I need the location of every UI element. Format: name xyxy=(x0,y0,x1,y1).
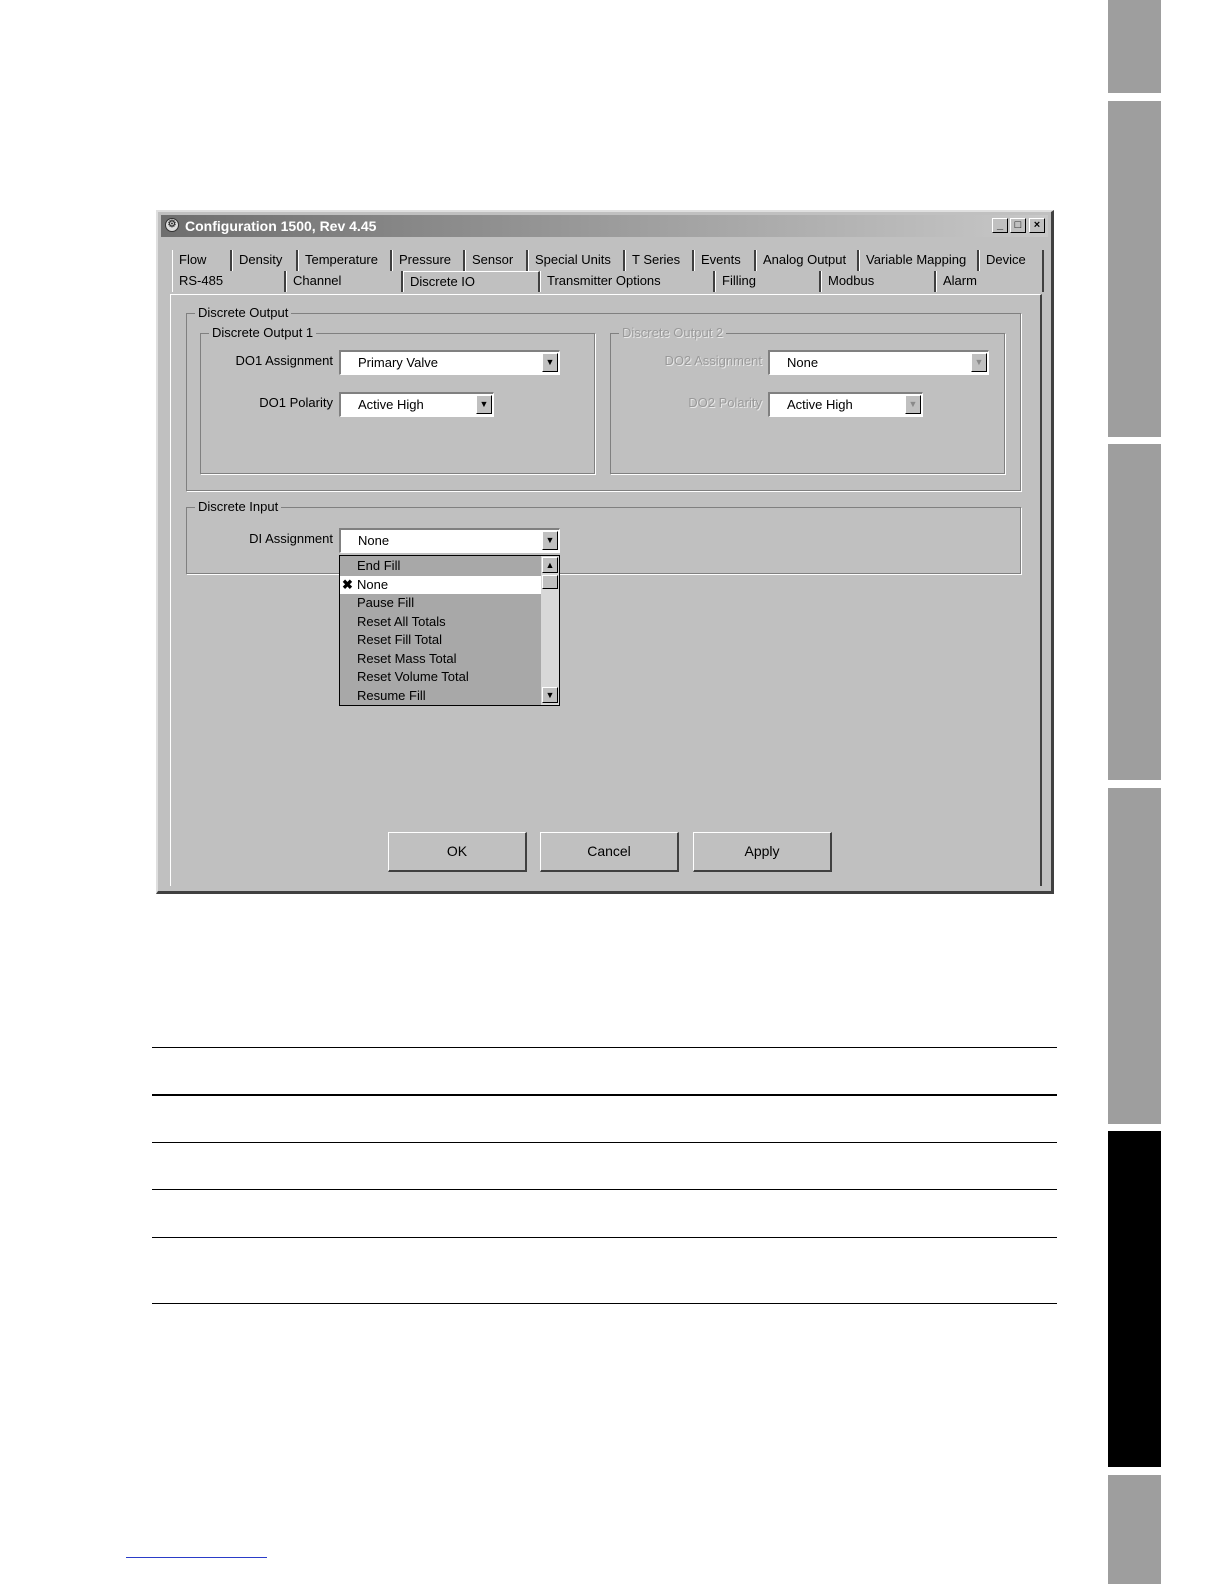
option-label: Pause Fill xyxy=(357,595,415,610)
tab-events[interactable]: Events xyxy=(694,250,756,271)
tab-channel[interactable]: Channel xyxy=(286,271,403,292)
tab-analog-output[interactable]: Analog Output xyxy=(756,250,859,271)
table-rule-6 xyxy=(152,1303,1057,1304)
arrow-down-icon[interactable]: ▼ xyxy=(542,687,558,703)
do2-polarity-select xyxy=(768,392,923,417)
do1-polarity-label: DO1 Polarity xyxy=(259,395,333,410)
option-label: Resume Fill xyxy=(357,688,426,703)
tab-row-2 xyxy=(172,271,1044,292)
cancel-button[interactable]: Cancel xyxy=(540,832,679,872)
option-label: Reset Fill Total xyxy=(357,632,443,647)
do1-assignment-select[interactable] xyxy=(339,350,560,375)
dropdown-option-reset-mass-total[interactable] xyxy=(340,650,541,668)
side-tab-active xyxy=(1108,1131,1161,1467)
discrete-output-2-title: Discrete Output 2 xyxy=(619,325,726,340)
tab-filling[interactable]: Filling xyxy=(715,271,821,292)
do1-assignment-label: DO1 Assignment xyxy=(235,353,333,368)
di-assignment-label: DI Assignment xyxy=(249,531,333,546)
chevron-down-icon[interactable]: ▼ xyxy=(542,531,558,550)
tab-special-units[interactable]: Special Units xyxy=(528,250,625,271)
check-icon: ✖ xyxy=(342,577,353,592)
side-tab-1 xyxy=(1108,0,1161,93)
tab-flow[interactable]: Flow xyxy=(172,250,232,271)
side-tab-6 xyxy=(1108,1475,1161,1584)
chevron-down-icon[interactable]: ▼ xyxy=(542,353,558,372)
di-assignment-value: None xyxy=(358,533,390,548)
tab-alarm[interactable]: Alarm xyxy=(936,271,1044,292)
chevron-down-icon[interactable]: ▼ xyxy=(476,395,492,414)
apply-button[interactable]: Apply xyxy=(693,832,832,872)
dropdown-option-reset-volume-total[interactable] xyxy=(340,668,541,686)
discrete-input-title: Discrete Input xyxy=(195,499,281,514)
option-label: None xyxy=(357,577,389,592)
tab-temperature[interactable]: Temperature xyxy=(298,250,392,271)
option-label: End Fill xyxy=(357,558,401,573)
option-label: Reset All Totals xyxy=(357,614,446,629)
tab-transmitter-options[interactable]: Transmitter Options xyxy=(540,271,715,292)
do2-assignment-label: DO2 Assignment xyxy=(664,353,762,368)
chevron-down-icon: ▼ xyxy=(905,395,921,414)
tab-density[interactable]: Density xyxy=(232,250,298,271)
dropdown-option-resume-fill[interactable] xyxy=(340,687,541,705)
tab-rs485[interactable]: RS-485 xyxy=(172,271,286,292)
tab-device[interactable]: Device xyxy=(979,250,1044,271)
arrow-up-icon[interactable]: ▲ xyxy=(542,557,558,573)
do1-polarity-value: Active High xyxy=(358,397,424,412)
do1-polarity-select[interactable] xyxy=(339,392,494,417)
option-label: Reset Mass Total xyxy=(357,651,457,666)
dropdown-option-pause-fill[interactable] xyxy=(340,594,541,612)
do1-assignment-value: Primary Valve xyxy=(358,355,438,370)
discrete-output-1-title: Discrete Output 1 xyxy=(209,325,316,340)
footer-link-underline[interactable] xyxy=(126,1557,267,1558)
ok-button[interactable]: OK xyxy=(388,832,527,872)
do2-assignment-value: None xyxy=(787,355,819,370)
table-rule-3 xyxy=(152,1142,1057,1143)
dropdown-option-end-fill[interactable] xyxy=(340,557,541,575)
title-bar xyxy=(161,215,1048,237)
scrollbar-thumb[interactable] xyxy=(542,575,558,589)
dropdown-option-none[interactable] xyxy=(340,576,541,594)
tab-discrete-io[interactable]: Discrete IO xyxy=(403,271,540,292)
do2-assignment-select xyxy=(768,350,989,375)
side-tab-4 xyxy=(1108,788,1161,1124)
tab-row-1 xyxy=(172,250,1044,271)
tab-sensor[interactable]: Sensor xyxy=(465,250,528,271)
table-rule-4 xyxy=(152,1189,1057,1190)
chevron-down-icon: ▼ xyxy=(971,353,987,372)
table-rule-2 xyxy=(152,1094,1057,1096)
table-rule-5 xyxy=(152,1237,1057,1238)
do2-polarity-label: DO2 Polarity xyxy=(688,395,762,410)
side-tab-2 xyxy=(1108,101,1161,437)
tab-pressure[interactable]: Pressure xyxy=(392,250,465,271)
minimize-button[interactable]: _ xyxy=(992,218,1008,233)
tab-variable-mapping[interactable]: Variable Mapping xyxy=(859,250,979,271)
di-assignment-select[interactable] xyxy=(339,528,560,553)
di-assignment-dropdown xyxy=(339,555,560,706)
tab-t-series[interactable]: T Series xyxy=(625,250,694,271)
app-icon: ⚙ xyxy=(165,218,179,232)
table-rule-1 xyxy=(152,1047,1057,1048)
dropdown-option-reset-all-totals[interactable] xyxy=(340,613,541,631)
discrete-output-title: Discrete Output xyxy=(195,305,291,320)
close-button[interactable]: × xyxy=(1029,218,1045,233)
dropdown-scrollbar[interactable] xyxy=(541,556,559,705)
option-label: Reset Volume Total xyxy=(357,669,469,684)
window-title: Configuration 1500, Rev 4.45 xyxy=(185,218,377,234)
dropdown-option-reset-fill-total[interactable] xyxy=(340,631,541,649)
tab-modbus[interactable]: Modbus xyxy=(821,271,936,292)
do2-polarity-value: Active High xyxy=(787,397,853,412)
maximize-button[interactable]: □ xyxy=(1010,218,1026,233)
side-tab-3 xyxy=(1108,444,1161,780)
